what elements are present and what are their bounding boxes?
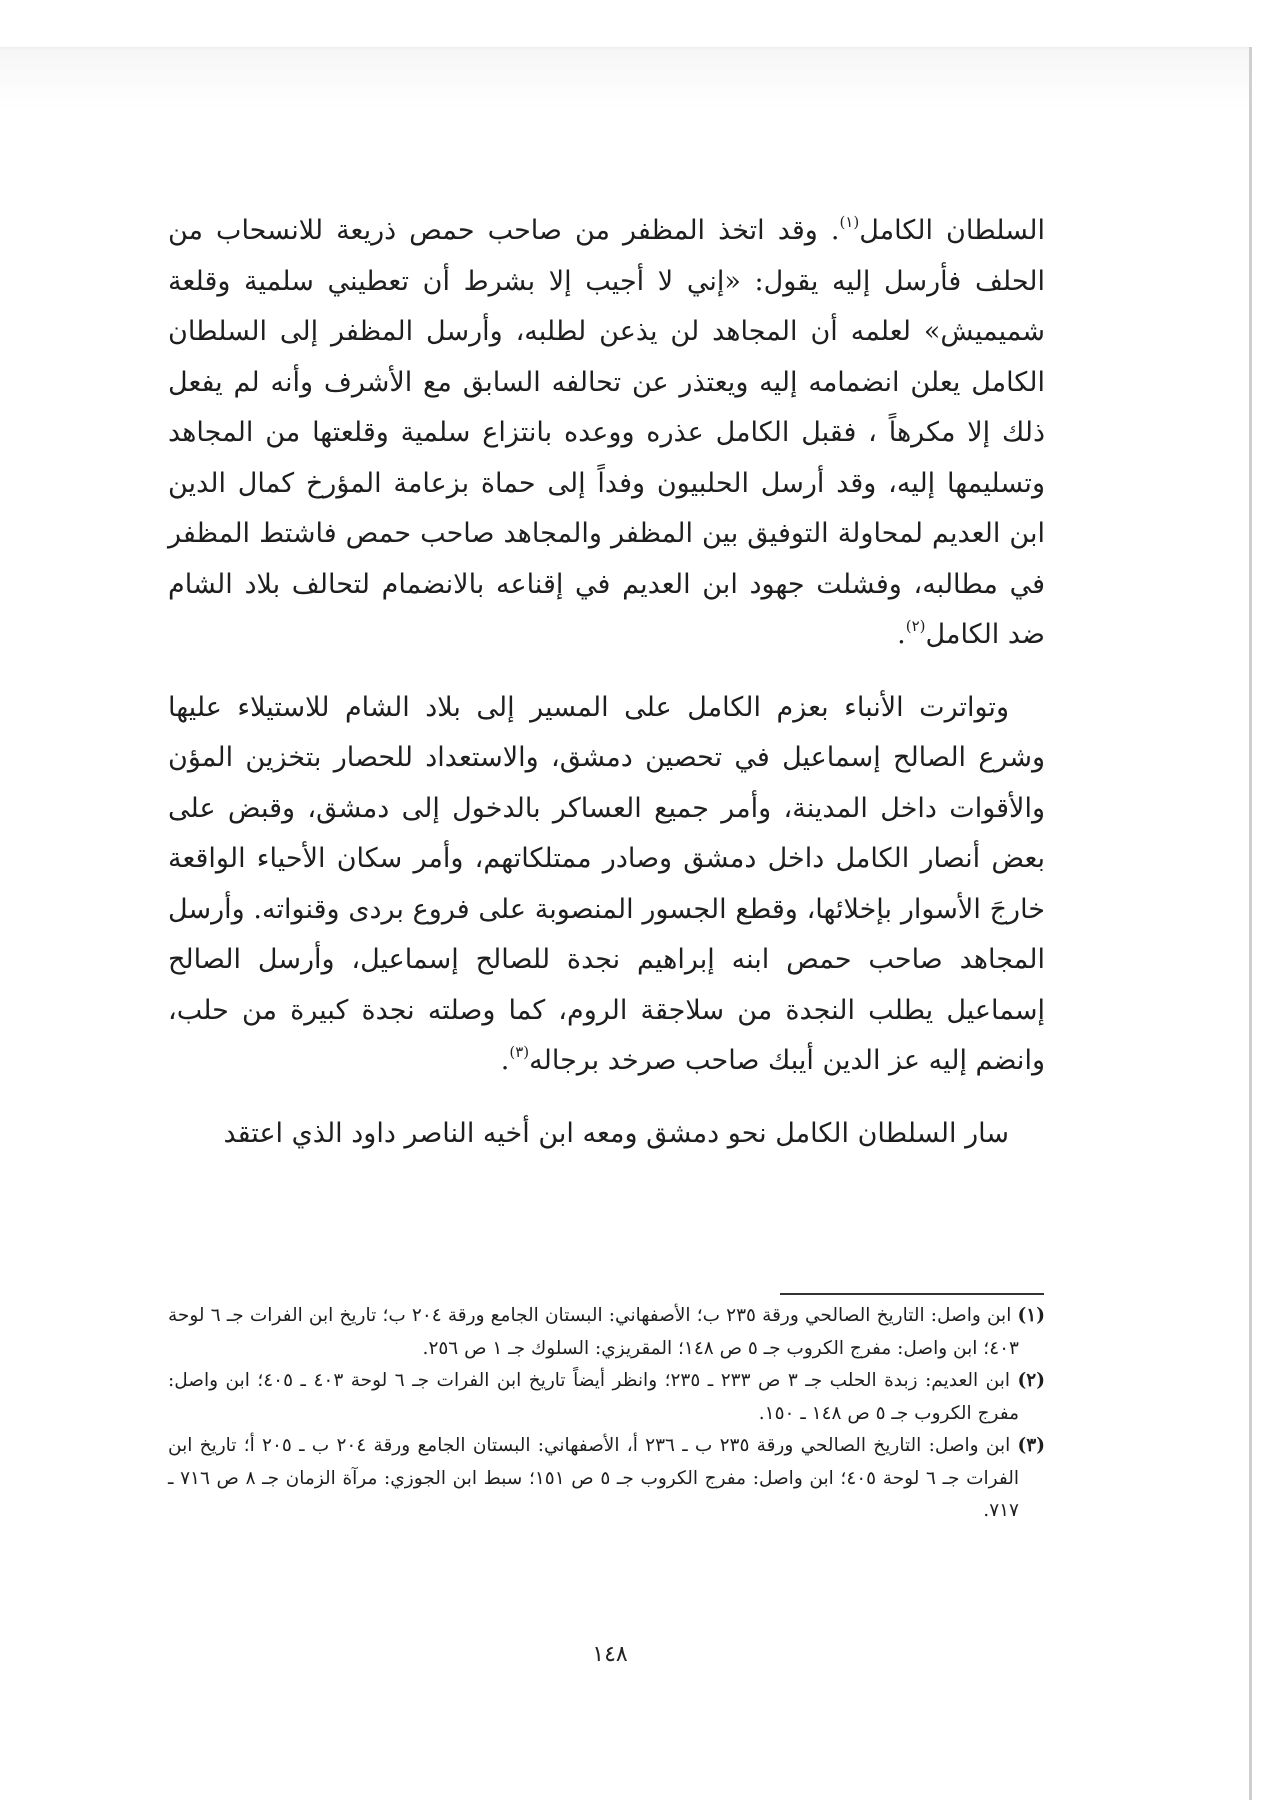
paragraph-text: وتواترت الأنباء بعزم الكامل على المسير إلى بلاد الشام للاستيلاء عليها وشرع الصالح إسماعيل في تحصين دمشق، والاستعداد للحصار بتخزين المؤن والأقوات داخل المدينة، وأمر جميع العساكر بالدخول إلى دمشق، وقبض على بعض أنصار الكامل داخل دمشق وصادر ممتلكاتهم، وأمر سكان الأحياء الواقعة خارجَ الأسوار بإخلائها، وقطع الجسور المنصوبة على فروع بردى وقنواته. وأرسل المجاهد صاحب حمص ابنه إبراهيم نجدة للصالح إسماعيل، وأرسل الصالح إسماعيل يطلب النجدة من سلاجقة الروم، كما وصلته نجدة كبيرة من حلب، وانضم إليه عز الدين أيبك صاحب صرخد برجاله [168, 691, 1046, 1076]
paragraph-text: . وقد اتخذ المظفر من صاحب حمص ذريعة للانسحاب من الحلف فأرسل إليه يقول: «إني لا أجيب إلا بشرط أن تعطيني سلمية وقلعة شميميش» لعلمه أن المجاهد لن يذعن لطلبه، وأرسل المظفر إلى السلطان الكامل يعلن انضمامه إليه ويعتذر عن تحالفه السابق مع الأشرف وأنه لم يفعل ذلك إلا مكرهاً ، فقبل الكامل عذره ووعده بانتزاع سلمية وقلعتها من المجاهد وتسليمها إليه، وقد أرسل الحلبيون وفداً إلى حماة بزعامة المؤرخ كمال الدين ابن العديم لمحاولة التوفيق بين المظفر والمجاهد صاحب حمص فاشتط المظفر في مطالبه، وفشلت جهود ابن العديم في إقناعه بالانضمام لتحالف بلاد الشام ضد الكامل [168, 215, 1045, 650]
page-number: ١٤٨ [592, 1642, 628, 1667]
footnote-number: (١) [1017, 1305, 1045, 1326]
body-paragraph-1 [168, 206, 1045, 661]
footnote-reference-3[interactable]: (٣) [509, 1043, 530, 1061]
footnote-text: ابن واصل: التاريخ الصالحي ورقة ٢٣٥ ب؛ الأصفهاني: البستان الجامع ورقة ٢٠٤ ب؛ تاريخ ابن الفرات جـ ٦ لوحة ٤٠٣؛ ابن واصل: مفرج الكروب جـ ٥ ص ١٤٨؛ المقريزي: السلوك جـ ١ ص ٢٥٦. [168, 1305, 1019, 1359]
footnote-reference-1[interactable]: (١) [839, 213, 860, 231]
footnote-number: (٣) [1017, 1435, 1045, 1456]
footnote-3 [168, 1430, 1045, 1528]
scan-edge-right [1249, 47, 1252, 1800]
body-paragraph-2 [168, 683, 1045, 1087]
paragraph-text: سار السلطان الكامل نحو دمشق ومعه ابن أخيه الناصر داود الذي اعتقد [223, 1117, 1009, 1149]
footnote-separator [780, 1293, 1044, 1295]
footnote-text: ابن واصل: التاريخ الصالحي ورقة ٢٣٥ ب ـ ٢٣٦ أ، الأصفهاني: البستان الجامع ورقة ٢٠٤ ب ـ ٢٠٥ أ؛ تاريخ ابن الفرات جـ ٦ لوحة ٤٠٥؛ ابن واصل: مفرج الكروب جـ ٥ ص ١٥١؛ سبط ابن الجوزي: مرآة الزمان جـ ٨ ص ٧١٦ ـ ٧١٧. [168, 1435, 1019, 1521]
footnote-reference-2[interactable]: (٢) [905, 617, 926, 635]
footnote-2 [168, 1365, 1045, 1430]
footnote-text: ابن العديم: زبدة الحلب جـ ٣ ص ٢٣٣ ـ ٢٣٥؛ وانظر أيضاً تاريخ ابن الفرات جـ ٦ لوحة ٤٠٣ ـ ٤٠٥؛ ابن واصل: مفرج الكروب جـ ٥ ص ١٤٨ ـ ١٥٠. [168, 1370, 1019, 1424]
page-body [168, 206, 1045, 1159]
footnotes [168, 1300, 1045, 1528]
paragraph-text: . [897, 619, 906, 650]
footnote-number: (٢) [1017, 1370, 1045, 1391]
footnote-1 [168, 1300, 1045, 1365]
body-paragraph-3 [168, 1109, 1045, 1160]
paragraph-text: السلطان الكامل [859, 215, 1045, 246]
scan-edge-top [0, 47, 1250, 50]
scan-shadow [0, 50, 1249, 110]
paragraph-text: . [500, 1045, 510, 1076]
